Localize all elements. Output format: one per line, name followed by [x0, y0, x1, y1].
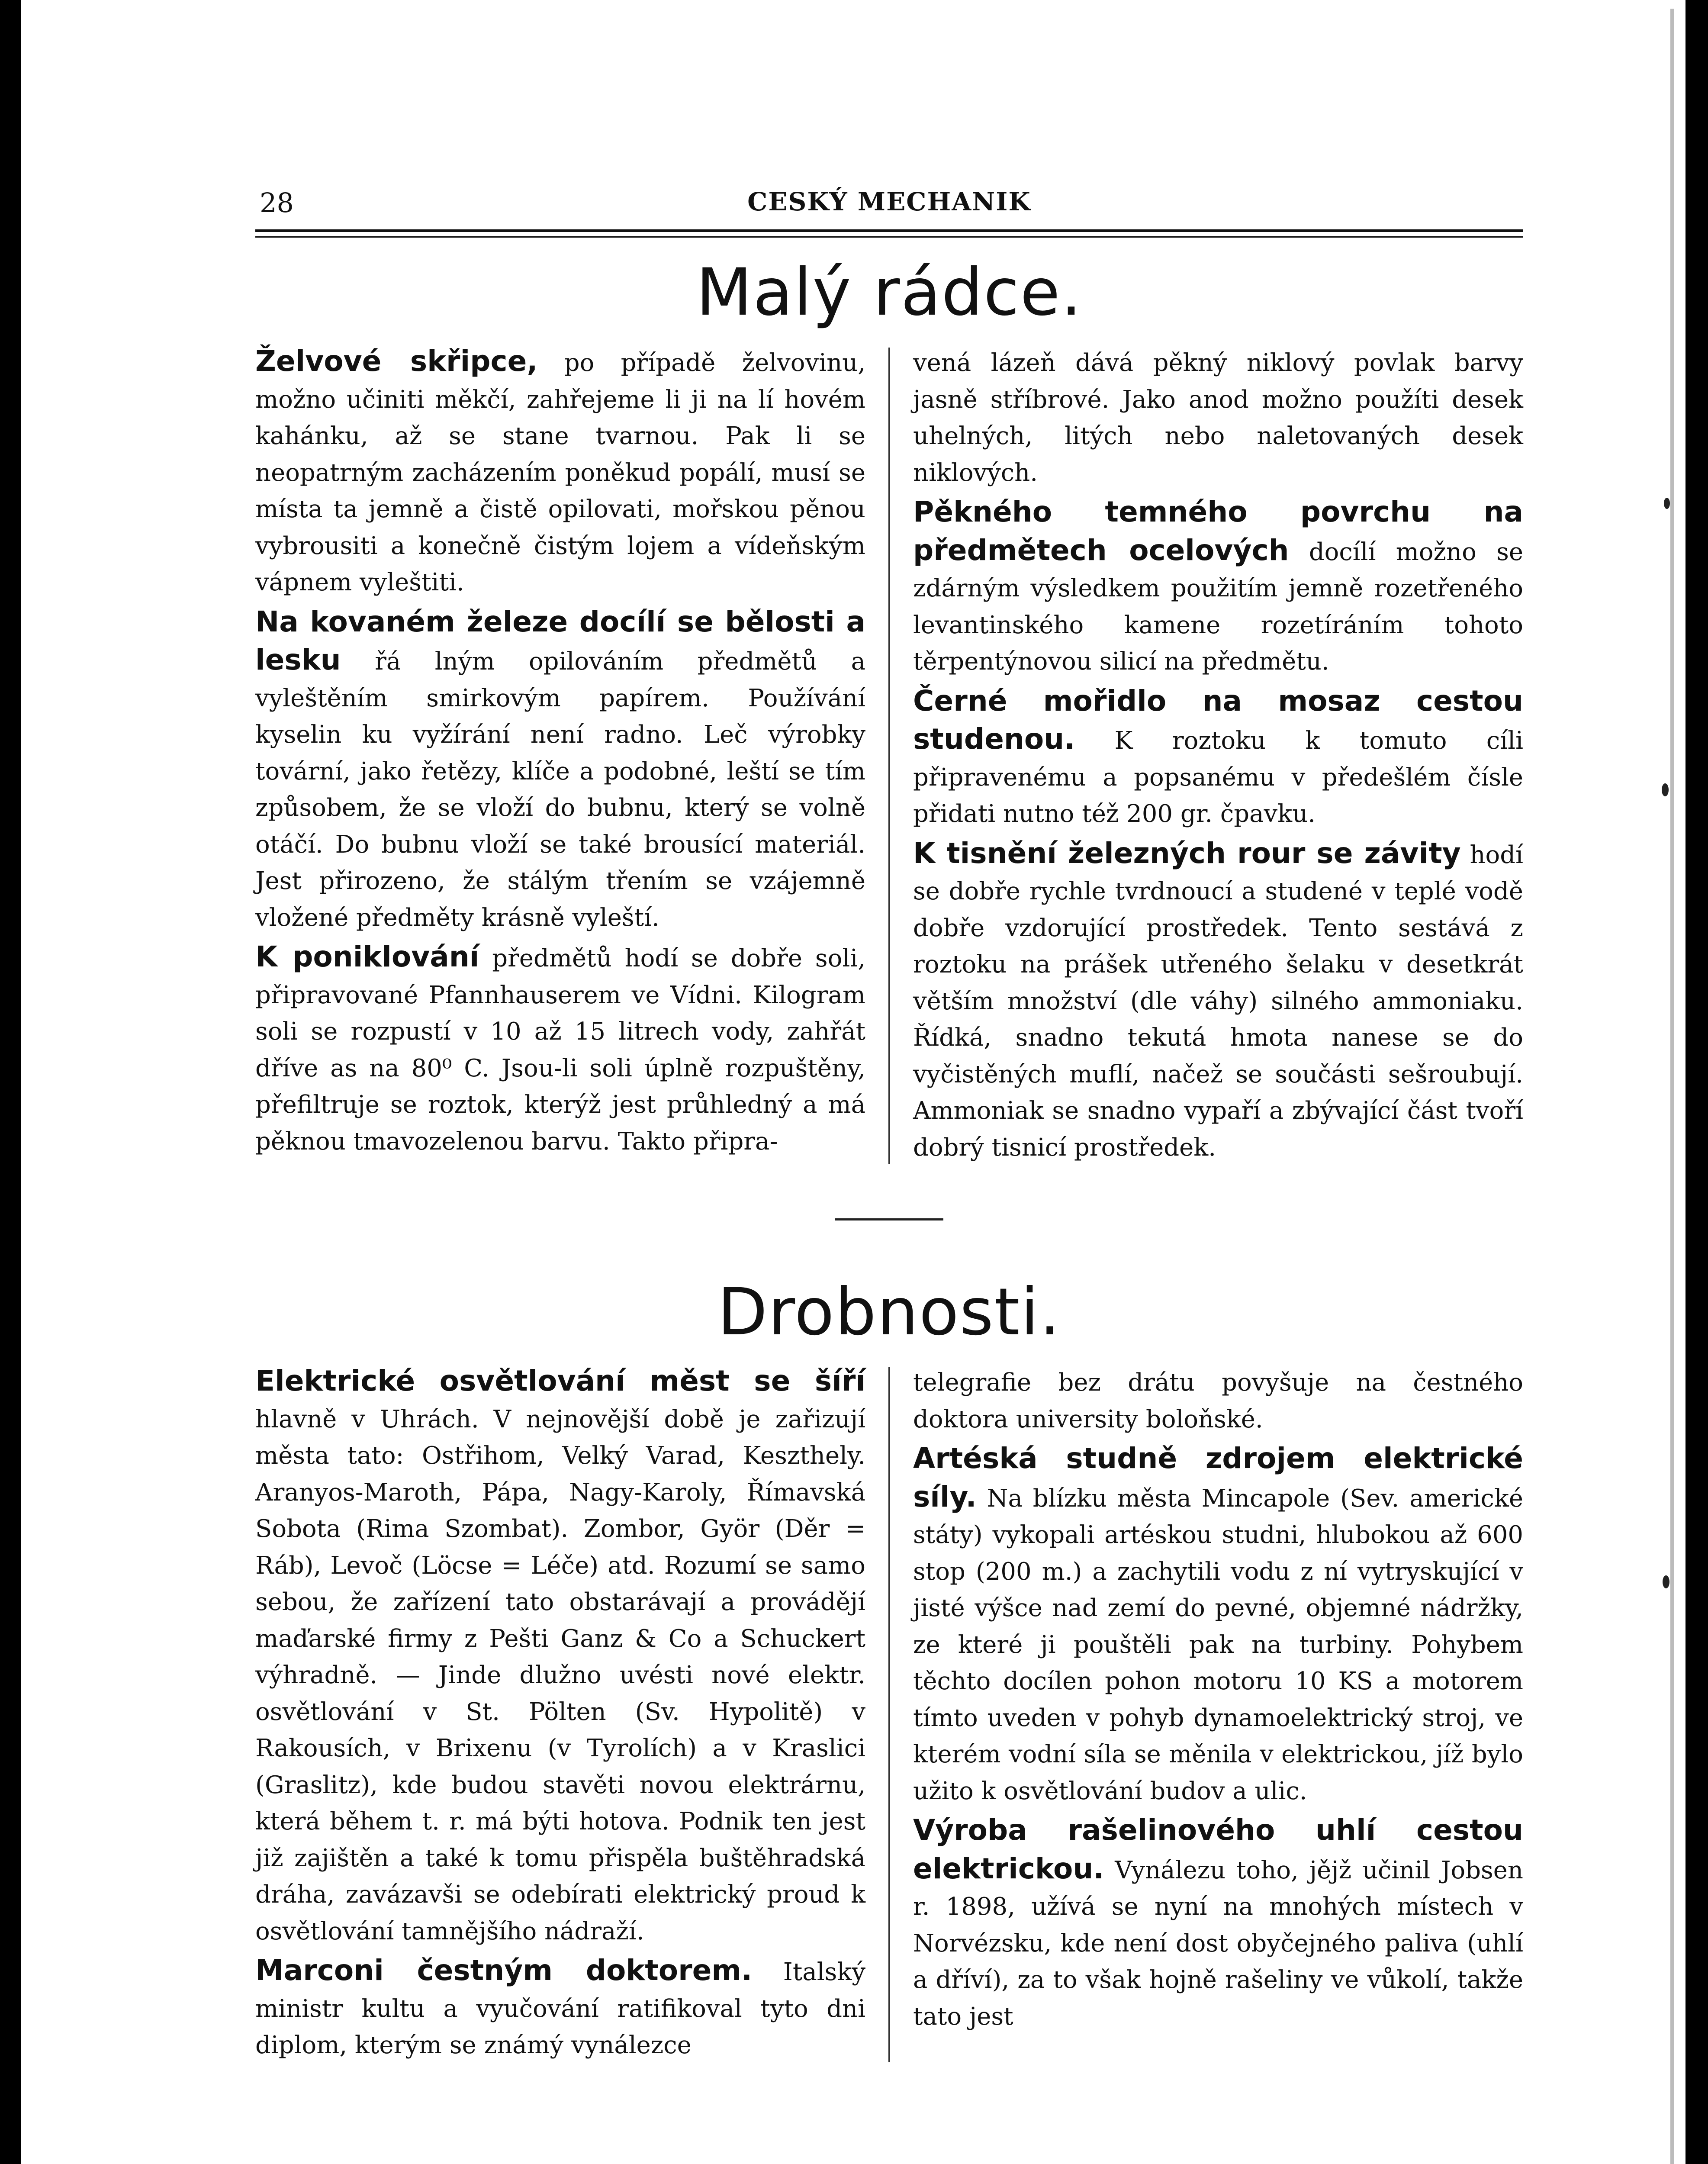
article-body: Vynálezu toho, jějž učinil Jobsen r. 1898, užívá se nyní na mnohých místech v Norvézsku, kde není dost obyčejného paliva (uhlí a dříví), za to však hojně rašeliny ve vůkolí, takže tato jest: [913, 1856, 1523, 2031]
column-divider: [888, 1367, 890, 2062]
article: [913, 835, 1523, 1166]
page: [255, 182, 1523, 2067]
article-body: hodí se dobře rychle tvrdnoucí a studené v teplé vodě dobře vzdorující prostředek. Tento sestává z roztoku na prášek utřeného šelaku v desetkrát větším množství (dle váhy) silného ammoniaku. Řídká, snadno tekutá hmota nanese se do vyčistěných muflí, načež se součásti sešroubují. Ammoniak se snadno vypaří a zbývající část tvoří dobrý tisnicí prostředek.: [913, 840, 1523, 1162]
article: [255, 604, 865, 937]
scan-border-left: [0, 0, 21, 2164]
article-lead: Artéská studně zdrojem elektrické síly.: [913, 1442, 1523, 1514]
column-left: [255, 1363, 865, 2067]
scan-speck: [1663, 1575, 1669, 1588]
section-title-maly-radce: Malý rádce.: [696, 255, 1083, 330]
article-lead: K poniklování: [255, 940, 479, 973]
article-lead: Výroba rašelinového uhlí cestou elektrickou.: [913, 1813, 1523, 1885]
article-body: po případě želvovinu, možno učiniti měkčí, zahřejeme li ji na lí hovém kahánku, až se stane tvarnou. Pak li se neopatrným zacházením poněkud popálí, musí se místa ta jemně a čistě opilovati, mořskou pěnou vybrousiti a konečně čistým lojem a vídeňským vápnem vyleštiti.: [255, 349, 865, 596]
article: [913, 1440, 1523, 1810]
column-left: [255, 343, 865, 1169]
article-body: docílí možno se zdárným výsledkem použitím jemně rozetřeného levantinského kamene rozetíráním tohoto těrpentýnovou silicí na předmětu.: [913, 538, 1523, 676]
scan-border-right: [1685, 0, 1708, 2164]
article-lead: Na kovaném železe docílí se bělosti a lesku: [255, 605, 865, 676]
article: [913, 683, 1523, 833]
article-body: předmětů hodí se dobře soli, připravované Pfannhauserem ve Vídni. Kilogram soli se rozpustí v 10 až 15 litrech vody, zahřát dříve as na 80⁰ C. Jsou-li soli úplně rozpuštěny, přefiltruje se roztok, kterýž jest průhledný a má pěknou tmavozelenou barvu. Takto připra-: [255, 944, 865, 1156]
article-lead: Černé mořidlo na mosaz cestou studenou.: [913, 684, 1523, 756]
page-edge-shadow: [1670, 9, 1674, 2164]
article-lead: Želvové skřipce,: [255, 345, 538, 378]
article: [255, 1952, 865, 2064]
section-title-drobnosti: Drobnosti.: [717, 1275, 1061, 1350]
drobnosti-columns: [255, 1363, 1523, 2067]
article: [913, 1812, 1523, 2035]
article-body: telegrafie bez drátu povyšuje na čestného doktora university boloňské.: [913, 1369, 1523, 1433]
article: [255, 343, 865, 601]
column-right: [913, 343, 1523, 1169]
article-body: Na blízku města Mincapole (Sev. americké státy) vykopali artéskou studni, hlubokou až 600 stop (200 m.) a zachytili vodu z ní vytryskující v jisté výšce nad zemí do pevné, objemné nádržky, ze které ji pouštěli pak na turbiny. Pohybem těchto docílen pohon motoru 10 KS a motorem tímto uveden v pohyb dynamoelektrický stroj, ve kterém vodní síla se měnila v elektrickou, jíž bylo užito k osvětlování budov a ulic.: [913, 1484, 1523, 1805]
article: [913, 343, 1523, 491]
article: [913, 1363, 1523, 1438]
running-title: CESKÝ MECHANIK: [747, 187, 1031, 216]
article-lead: K tisnění železných rour se závity: [913, 836, 1461, 870]
article-lead: Marconi čestným doktorem.: [255, 1954, 753, 1987]
article: [913, 494, 1523, 680]
header-rule: [255, 229, 1523, 238]
article-body: vená lázeň dává pěkný niklový povlak barvy jasně stříbrové. Jako anod možno použíti desek uhelných, litých nebo naletovaných desek niklových.: [913, 349, 1523, 487]
article-body: hlavně v Uhrách. V nejnovější době je zařizují města tato: Ostřihom, Velký Varad, Keszthely. Aranyos-Maroth, Pápa, Nagy-Karoly, Římavská Sobota (Rima Szombat). Zombor, Györ (Děr = Ráb), Levoč (Löcse = Léče) atd. Rozumí se samo sebou, že zařízení tato obstarávají a provádějí maďarské firmy z Pešti Ganz & Co a Schuckert výhradně. — Jinde dlužno uvésti nové elektr. osvětlování v St. Pölten (Sv. Hypolitě) v Rakousích, v Brixenu (v Tyrolích) a v Kraslici (Graslitz), kde budou stavěti novou elektrárnu, která během t. r. má býti hotova. Podnik ten jest již zajištěn a také k tomu přispěla buštěhradská dráha, zavázavši se odebírati elektrický proud k osvětlování tamnějšího nádraží.: [255, 1405, 865, 1945]
article-body: Italský ministr kultu a vyučování ratifikoval tyto dni diplom, kterým se známý vynálezce: [255, 1958, 865, 2059]
page-number: 28: [260, 187, 294, 219]
article-body: K roztoku k tomuto cíli připravenému a popsanému v předešlém čísle přidati nutno též 200 gr. čpavku.: [913, 727, 1523, 828]
running-header: [255, 182, 1523, 229]
column-divider: [888, 348, 890, 1164]
section-separator: [835, 1218, 943, 1220]
maly-radce-columns: [255, 343, 1523, 1169]
article-body: řá lným opilováním předmětů a vyleštěním smirkovým papírem. Používání kyselin ku vyžírání není radno. Leč výrobky tovární, jako řetězy, klíče a podobné, leští se tím způsobem, že se vloží do bubnu, který se volně otáčí. Do bubnu vloží se také brousící materiál. Jest přirozeno, že stálým třením se vzájemně vložené předměty krásně vyleští.: [255, 647, 865, 932]
article-lead: Elektrické osvětlování měst se šíří: [255, 1364, 865, 1398]
article: [255, 1363, 865, 1950]
scan-speck: [1662, 783, 1669, 796]
scan-speck: [1664, 498, 1670, 509]
article: [255, 939, 865, 1160]
column-right: [913, 1363, 1523, 2067]
article-lead: Pěkného temného povrchu na předmětech ocelových: [913, 495, 1523, 567]
